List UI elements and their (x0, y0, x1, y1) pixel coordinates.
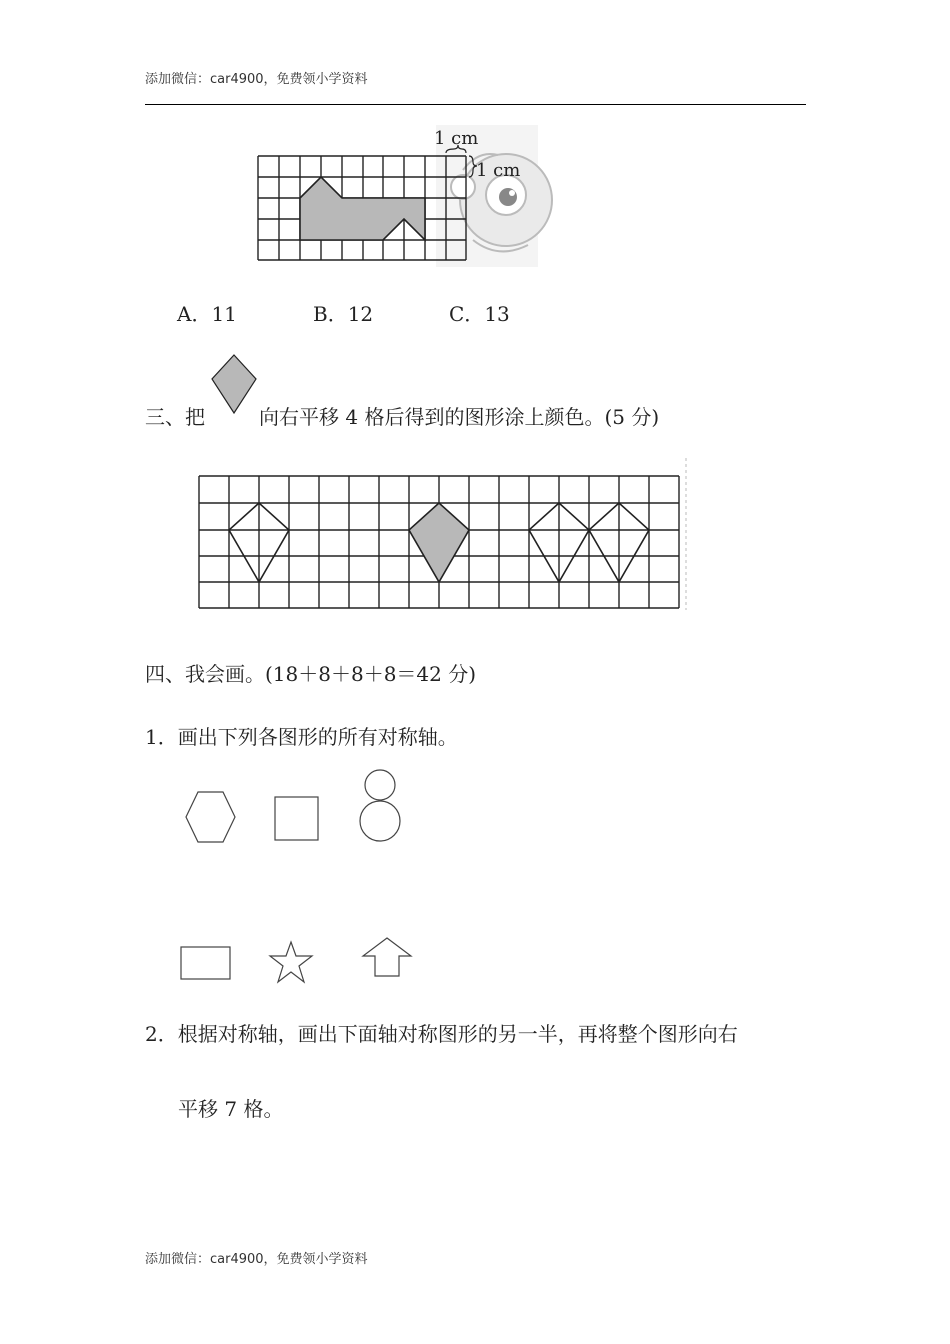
option-a-value: 11 (211, 302, 237, 326)
q2-number: 2． (145, 1022, 178, 1046)
page-footer: 添加微信：car4900，免费领小学资料 (145, 1252, 368, 1267)
option-b (313, 298, 373, 327)
q1-number: 1． (145, 725, 178, 749)
label-1cm-top: 1 cm (434, 128, 479, 149)
q2-text-line1: 根据对称轴，画出下面轴对称图形的另一半，再将整个图形向右 (177, 1022, 738, 1046)
section3-suffix: 向右平移 4 格后得到的图形涂上颜色。(5 分) (259, 405, 660, 429)
grid-figure-1 (258, 125, 548, 270)
q2-text-line2: 平移 7 格。 (178, 1097, 284, 1121)
rectangle-shape (180, 945, 232, 981)
section3-prefix: 三、把 (145, 405, 205, 429)
section4-title: 四、我会画。(18＋8＋8＋8＝42 分) (145, 662, 477, 686)
page-header: 添加微信：car4900，免费领小学资料 (145, 72, 368, 87)
q1-text: 画出下列各图形的所有对称轴。 (177, 725, 458, 749)
arrow-up-shape (361, 936, 413, 978)
label-1cm-right: 1 cm (476, 160, 521, 181)
q2-line1 (145, 1018, 738, 1047)
option-c-letter: C． (449, 302, 485, 326)
kite-icon (210, 353, 258, 415)
option-c-value: 13 (484, 302, 510, 326)
star-shape (268, 940, 314, 984)
square-shape (274, 796, 320, 842)
option-a (177, 298, 237, 327)
q1-line (145, 721, 458, 750)
hexagon-shape (185, 790, 237, 844)
grid-figure-2 (199, 458, 689, 613)
kite-shaded (409, 503, 469, 582)
option-b-value: 12 (347, 302, 374, 326)
option-b-letter: B． (313, 302, 348, 326)
option-c (449, 298, 510, 327)
option-a-letter: A． (177, 302, 212, 326)
figure-eight-shape (356, 768, 404, 844)
header-rule (145, 104, 806, 105)
